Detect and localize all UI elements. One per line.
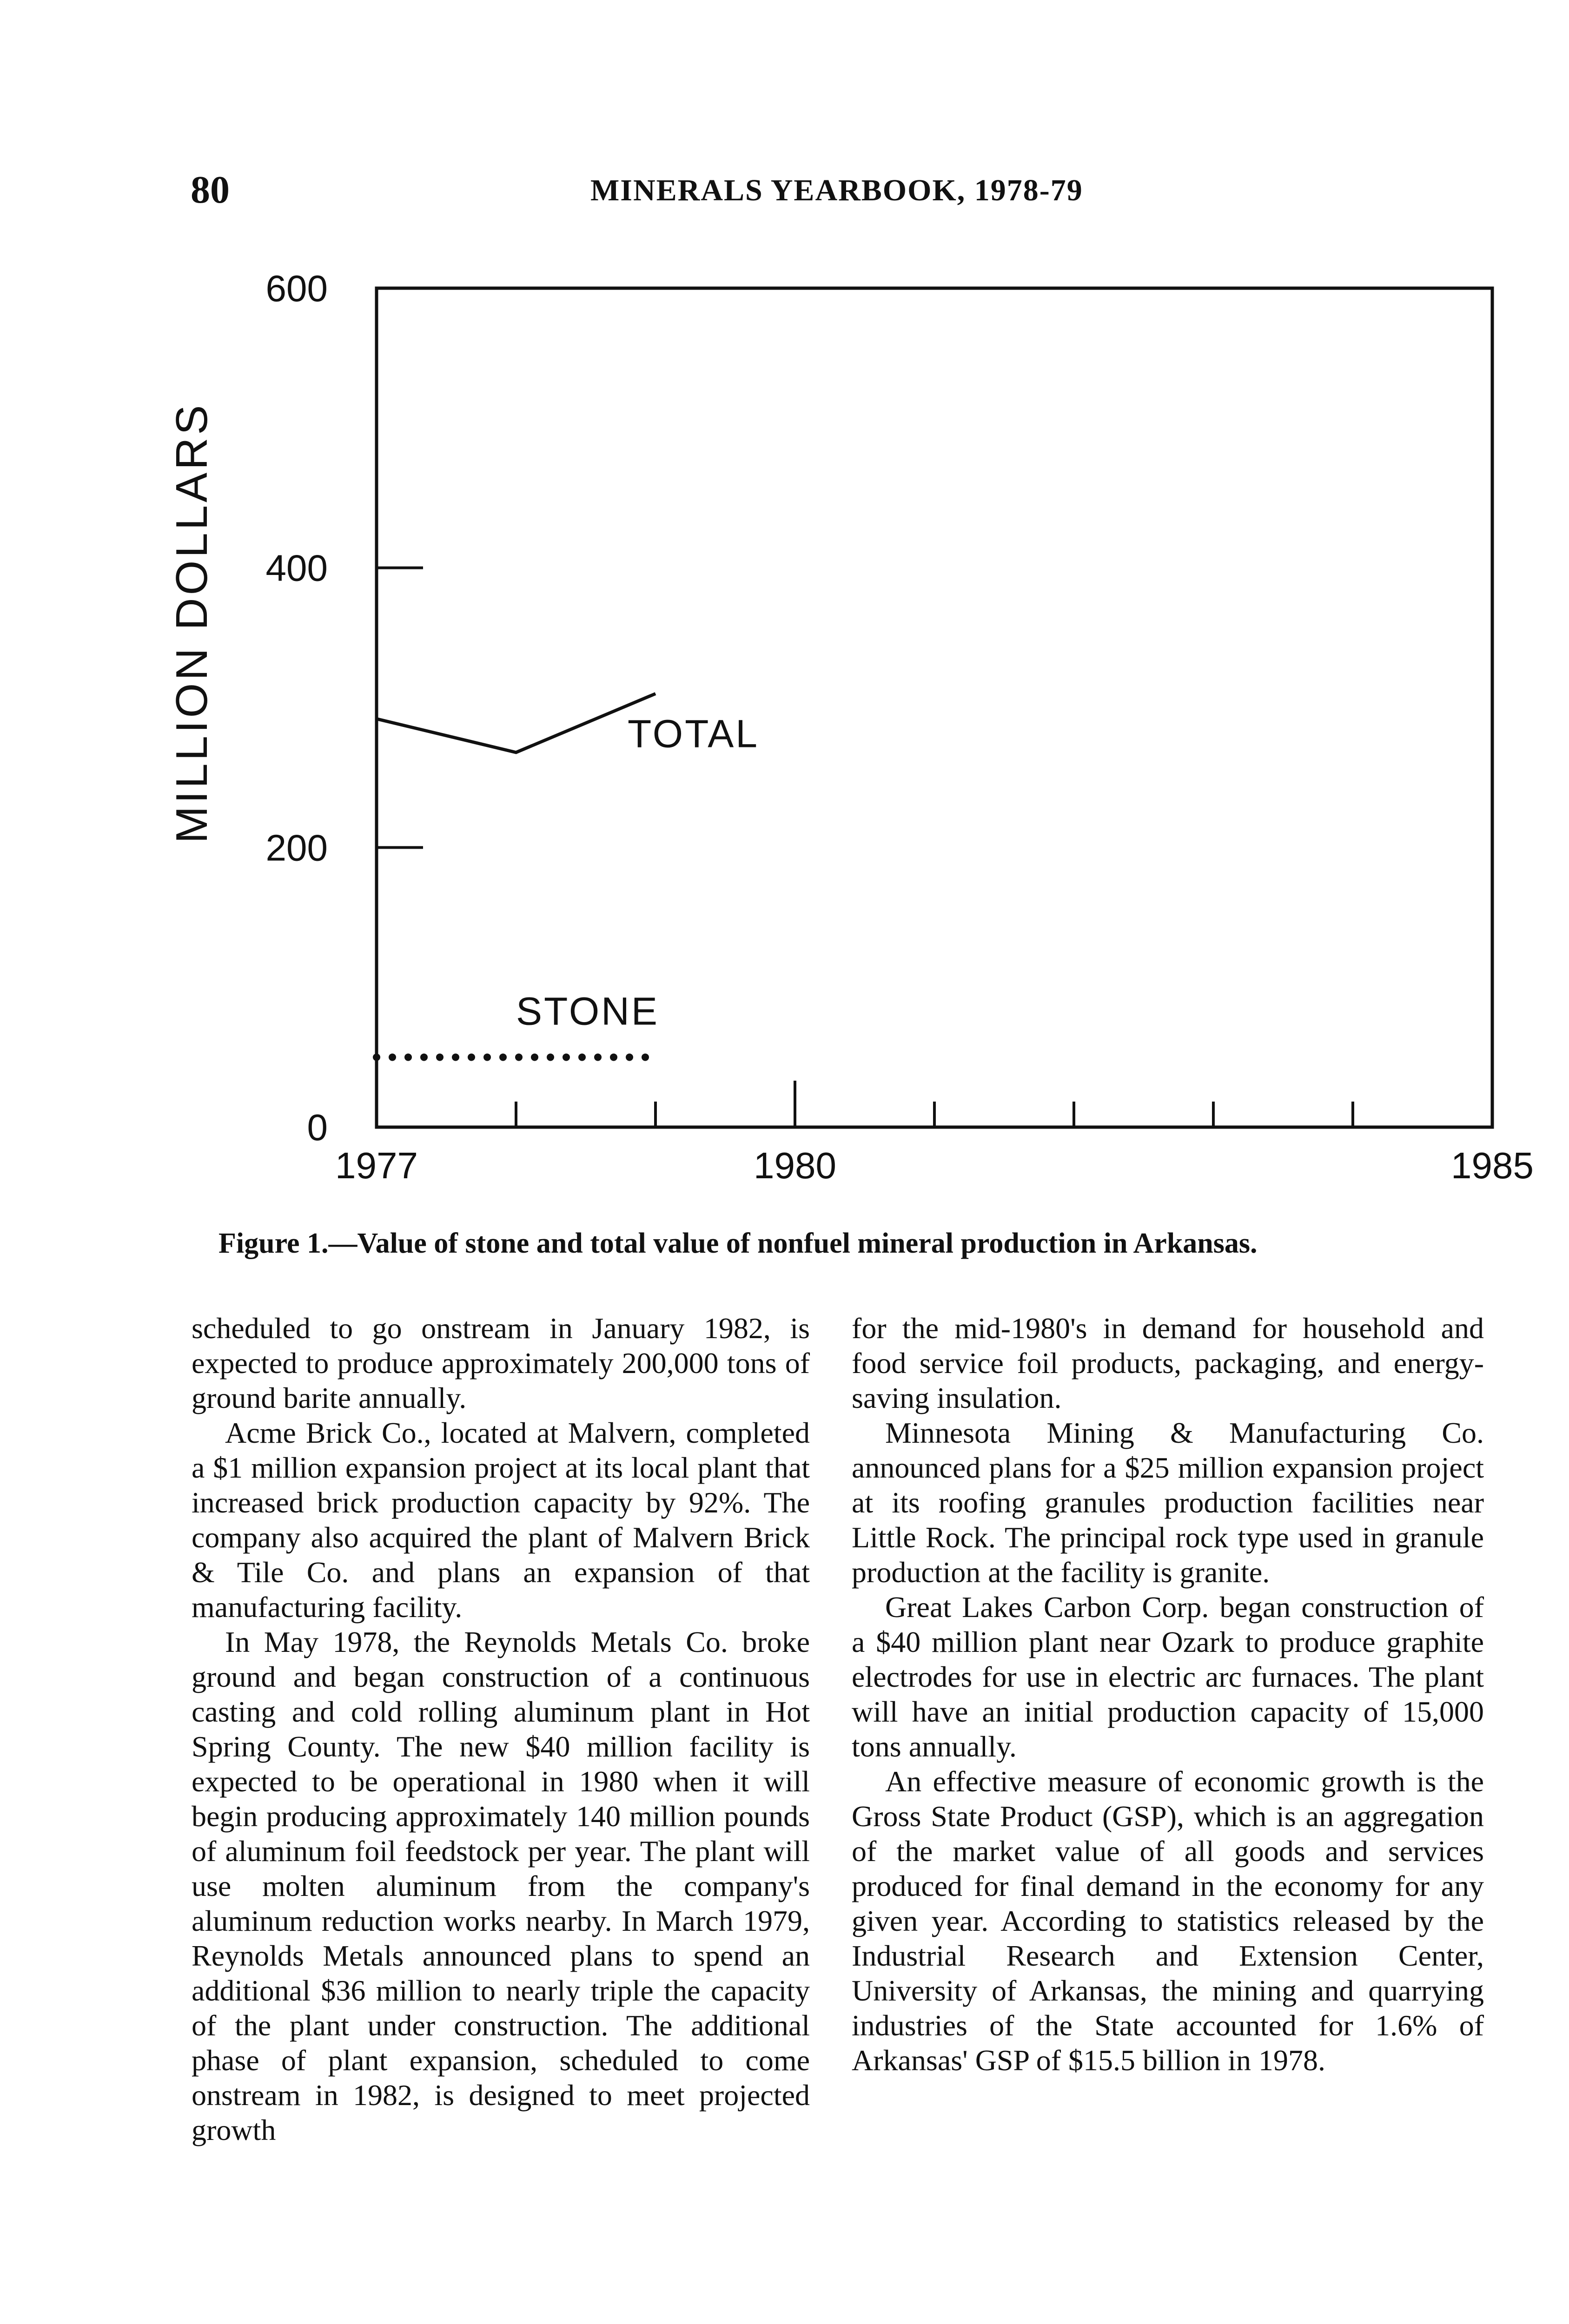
series-line-total — [377, 693, 655, 752]
paragraph: scheduled to go onstream in January 1982, is expected to produce approximately 200,000 tons of ground barite annually. — [192, 1312, 810, 1414]
x-tick-label: 1977 — [335, 1145, 418, 1186]
paragraph: Minnesota Mining & Manufacturing Co. announced plans for a $25 million expansion project at its roofing granules production facilities near Little Rock. The principal rock type used in granule production at the facility is granite. — [852, 1416, 1484, 1589]
y-axis-ticks — [377, 568, 423, 848]
x-tick-label: 1980 — [754, 1145, 836, 1186]
series-label-stone: STONE — [516, 989, 659, 1033]
y-tick-label: 0 — [307, 1107, 328, 1148]
page-number: 80 — [191, 168, 230, 211]
series-label-total: TOTAL — [628, 712, 759, 756]
y-tick-label: 200 — [265, 827, 328, 869]
running-header-title: MINERALS YEARBOOK, 1978-79 — [590, 173, 1083, 207]
paragraph: Acme Brick Co., located at Malvern, completed a $1 million expansion project at its local plant that increased brick production capacity by 92%. The company also acquired the plant of Malvern Brick & Tile Co. and plans an expansion of that manufacturing facility. — [192, 1416, 810, 1624]
paragraph: An effective measure of economic growth is the Gross State Product (GSP), which is an aggregation of the market value of all goods and services produced for final demand in the economy for any given year. According to statistics released by the Industrial Research and Extension Center, University of Arkansas, the mining and quarrying industries of the State accounted for 1.6% of Arkansas' GSP of $15.5 billion in 1978. — [852, 1765, 1484, 2077]
y-axis-tick-labels — [266, 268, 328, 1148]
x-tick-label: 1985 — [1451, 1145, 1534, 1186]
figure-caption: Figure 1.—Value of stone and total value of nonfuel mineral production in Arkansas. — [218, 1228, 1258, 1259]
x-axis-tick-labels — [335, 1145, 1534, 1186]
body-left-column — [192, 1311, 810, 2147]
y-tick-label: 400 — [265, 547, 328, 589]
body-right-column — [852, 1311, 1484, 2078]
paragraph: Great Lakes Carbon Corp. began construction of a $40 million plant near Ozark to produce graphite electrodes for use in electric arc furnaces. The plant will have an initial production capacity of 15,000 tons annually. — [852, 1591, 1484, 1763]
x-axis-ticks — [516, 1081, 1353, 1127]
y-axis-label: MILLION DOLLARS — [167, 402, 217, 844]
paragraph: In May 1978, the Reynolds Metals Co. broke ground and began construction of a continuous casting and cold rolling aluminum plant in Hot Spring County. The new $40 million facility is expected to be operational in 1980 when it will begin producing approximately 140 million pounds of aluminum foil feedstock per year. The plant will use molten aluminum from the company's aluminum reduction works nearby. In March 1979, Reynolds Metals announced plans to spend an additional $36 million to nearly triple the capacity of the plant under construction. The additional phase of plant expansion, scheduled to come onstream in 1982, is designed to meet projected growth — [192, 1625, 810, 2146]
y-tick-label: 600 — [265, 268, 328, 309]
series-labels — [516, 712, 759, 1033]
paragraph: for the mid-1980's in demand for household and food service foil products, packaging, and energy-saving insulation. — [852, 1312, 1484, 1414]
